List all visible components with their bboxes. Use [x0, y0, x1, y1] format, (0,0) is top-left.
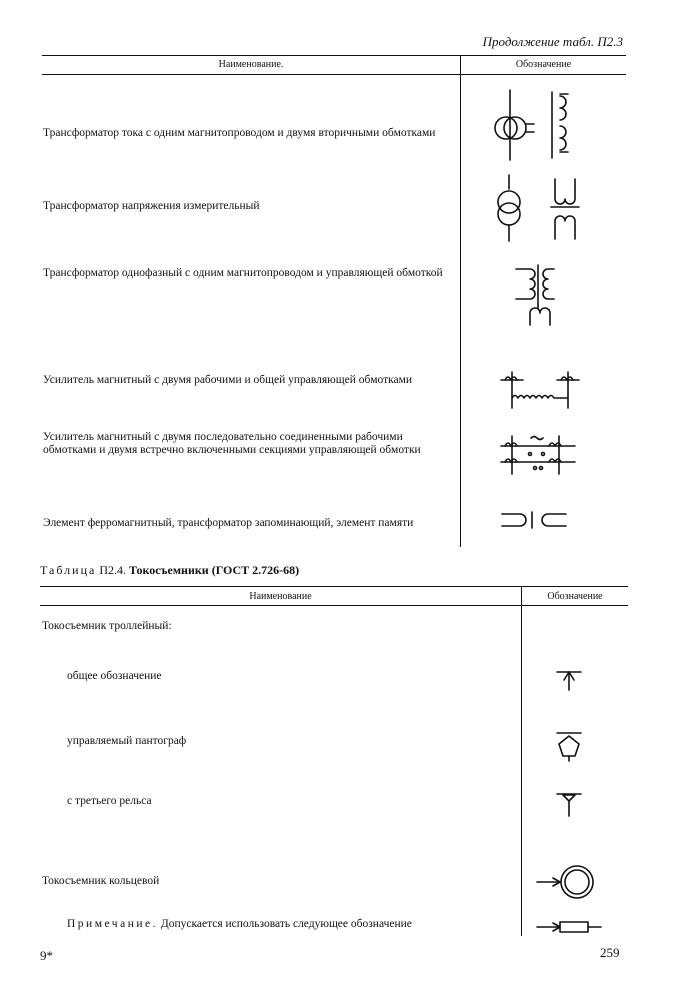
magnetic-amplifier-series-symbol: [497, 432, 587, 482]
table1-row-voltage-transformer: Трансформатор напряжения измерительный: [43, 200, 260, 212]
table2-note: [67, 918, 412, 931]
table1-row-current-transformer: Трансформатор тока с одним магнитопроводом и двумя вторичными обмотками: [43, 127, 436, 139]
table2-caption-title: Токосъемники (ГОСТ 2.726-68): [129, 563, 300, 577]
table1-row-magnetic-amplifier-series: Усилитель магнитный с двумя последовательно соединенными рабочими обмотками и двумя встречно включенными секциями управляющей обмотки: [43, 431, 421, 456]
table2-row-ring: Токосъемник кольцевой: [42, 875, 160, 887]
table1-header-symbol: Обозначение: [515, 59, 572, 70]
alternative-symbol: [535, 918, 610, 936]
table1-row-ferromagnetic-element: Элемент ферромагнитный, трансформатор запоминающий, элемент памяти: [43, 517, 414, 529]
note-text: Допускается использовать следующее обозначение: [160, 918, 412, 930]
table2-row-third-rail: с третьего рельса: [67, 795, 152, 807]
single-phase-transformer-symbol: [512, 265, 572, 330]
trolley-general-symbol: [555, 668, 585, 694]
voltage-transformer-symbol: [495, 175, 595, 245]
magnetic-amplifier-symbol: [497, 368, 587, 413]
table1-header-name: Наименование.: [218, 59, 284, 70]
table2-caption-prefix: Таблица: [40, 563, 97, 577]
table2-header-rule: [40, 605, 628, 606]
table2-caption-number: П2.4.: [99, 563, 126, 577]
table2-column-divider: [521, 586, 522, 936]
table2-row-general: общее обозначение: [67, 670, 162, 682]
table1-top-rule: [42, 55, 626, 56]
pantograph-symbol: [555, 730, 585, 764]
table1-row-single-phase-transformer: Трансформатор однофазный с одним магнитопроводом и управляющей обмоткой: [43, 267, 443, 279]
current-transformer-symbol: [490, 90, 590, 170]
table1-row-magnetic-amplifier: Усилитель магнитный с двумя рабочими и общей управляющей обмотками: [43, 374, 413, 386]
table2-header-symbol: Обозначение: [547, 591, 603, 602]
table2-header-name: Наименование: [249, 591, 312, 602]
page-number: 259: [600, 945, 620, 960]
table2-top-rule: [40, 586, 628, 587]
note-label: Примечание.: [67, 918, 158, 930]
continuation-label: Продолжение табл. П2.3: [482, 34, 623, 49]
table1-header-rule: [42, 74, 626, 75]
third-rail-symbol: [555, 790, 585, 820]
footer-signature: 9*: [40, 948, 53, 963]
table2-row-pantograph: управляемый пантограф: [67, 735, 187, 747]
ring-collector-symbol: [535, 862, 605, 902]
table1-column-divider: [460, 55, 461, 547]
table2-caption: [40, 563, 299, 578]
ferromagnetic-element-symbol: [500, 508, 570, 532]
table2-group-title: Токосъемник троллейный:: [42, 620, 172, 632]
